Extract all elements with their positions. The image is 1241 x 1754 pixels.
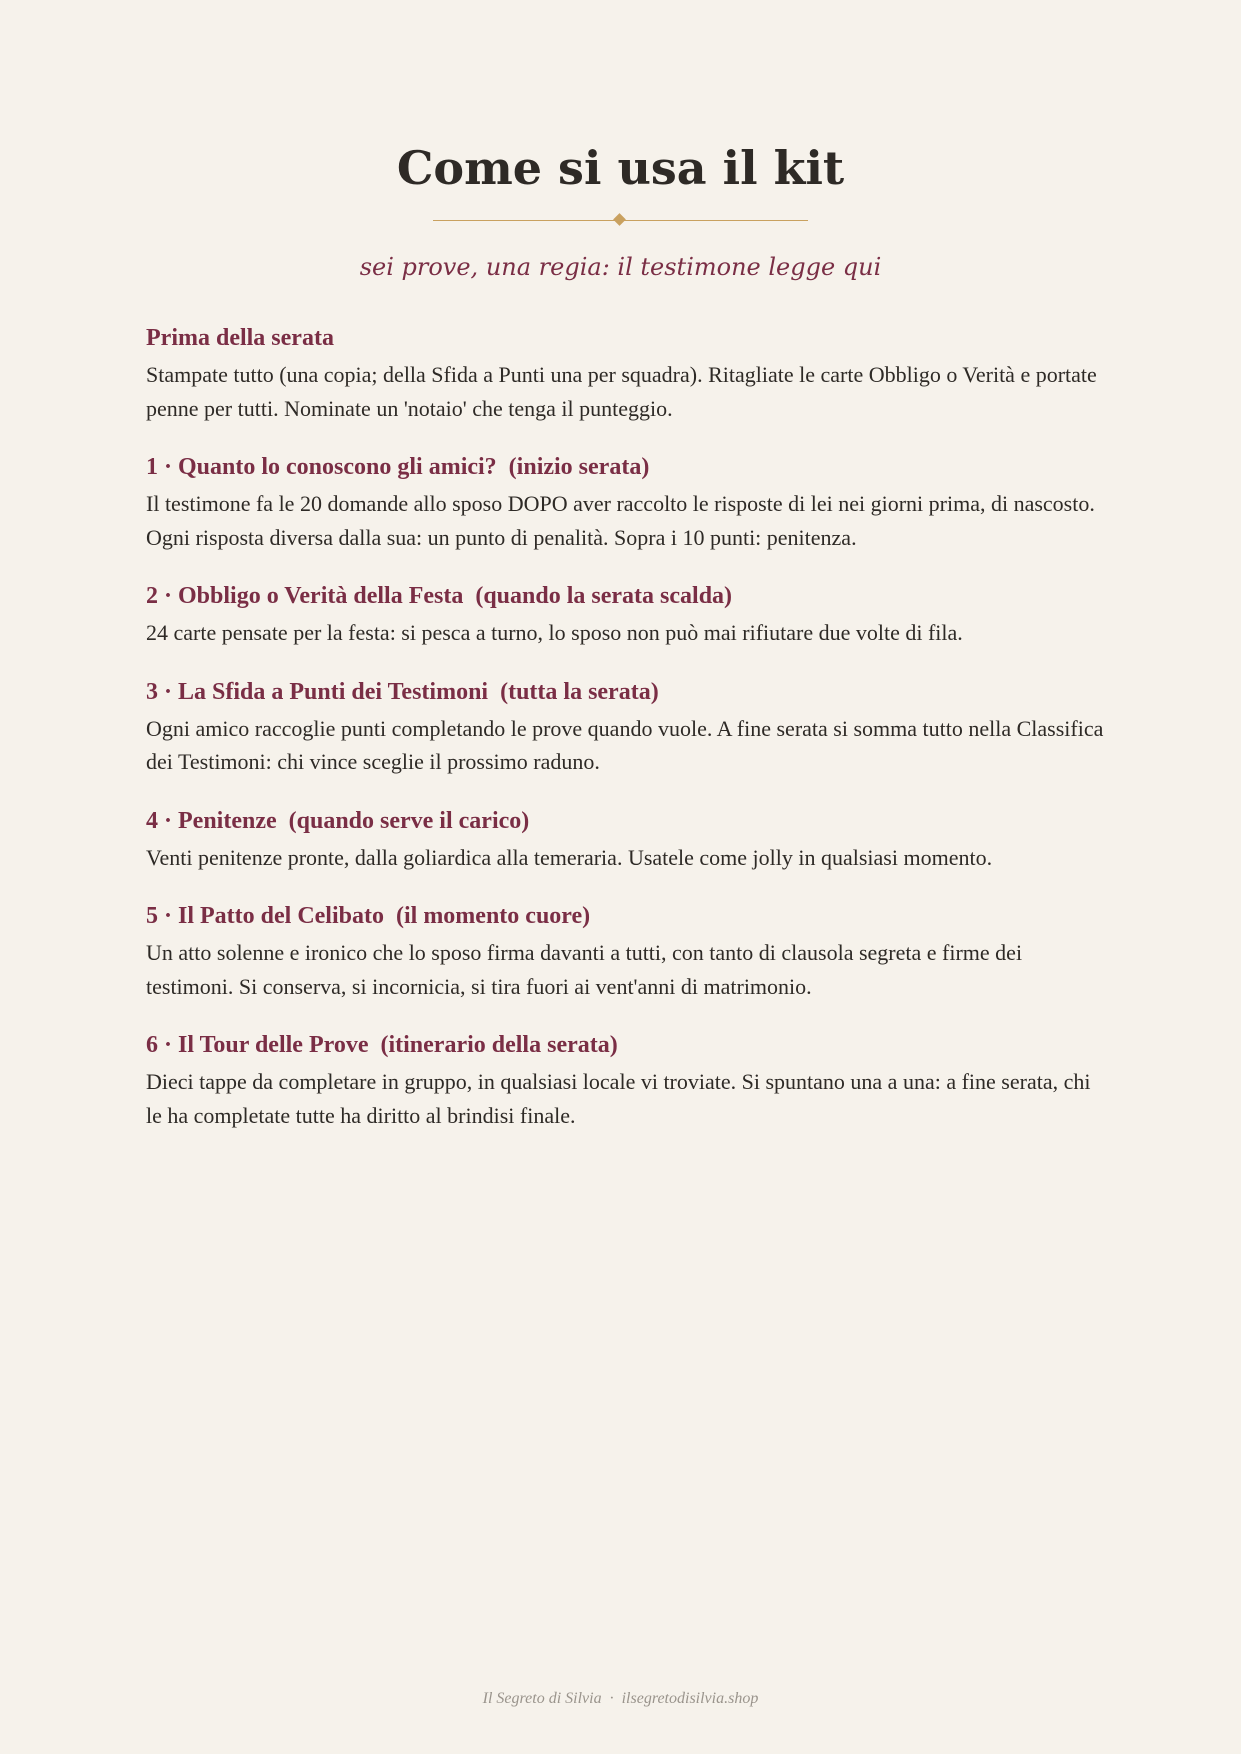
section-tour-delle-prove — [146, 1027, 1106, 1132]
section-heading: 1 · Quanto lo conoscono gli amici? (inizio serata) — [146, 454, 650, 480]
page-title: Come si usa il kit — [396, 141, 845, 195]
section-body: Dieci tappe da completare in gruppo, in qualsiasi locale vi troviate. Si spuntano una a una: a fine serata, chi le ha completate tutte ha diritto al brindisi finale. — [146, 1069, 1091, 1128]
section-heading: 2 · Obbligo o Verità della Festa (quando la serata scalda) — [146, 583, 733, 609]
section-body: Ogni amico raccoglie punti completando le prove quando vuole. A fine serata si somma tutto nella Classifica dei Testimoni: chi vince sceglie il prossimo raduno. — [146, 715, 1104, 774]
instructions-list — [146, 320, 1106, 1156]
section-penitenze — [146, 803, 1106, 875]
section-heading: Prima della serata — [146, 325, 334, 351]
title-divider — [433, 220, 808, 222]
diamond-ornament-icon — [613, 213, 626, 226]
section-body: Il testimone fa le 20 domande allo sposo DOPO aver raccolto le risposte di lei nei giorni prima, di nascosto. Ogni risposta diversa dalla sua: un punto di penalità. Sopra i 10 punti: penitenza. — [146, 491, 1095, 550]
section-body: 24 carte pensate per la festa: si pesca a turno, lo sposo non può mai rifiutare due volte di fila. — [146, 620, 963, 645]
section-body: Un atto solenne e ironico che lo sposo firma davanti a tutti, con tanto di clausola segreta e firme dei testimoni. Si conserva, si incornicia, si tira fuori ai vent'anni di matrimonio. — [146, 940, 1023, 999]
section-heading: 6 · Il Tour delle Prove (itinerario della serata) — [146, 1032, 618, 1058]
section-body: Stampate tutto (una copia; della Sfida a Punti una per squadra). Ritagliate le carte Obbligo o Verità e portate penne per tutti. Nominate un 'notaio' che tenga il punteggio. — [146, 362, 1097, 421]
section-heading: 3 · La Sfida a Punti dei Testimoni (tutta la serata) — [146, 678, 659, 705]
section-heading: 5 · Il Patto del Celibato (il momento cuore) — [146, 903, 591, 929]
page-footer: Il Segreto di Silvia · ilsegretodisilvia.shop — [482, 1690, 759, 1707]
section-heading: 4 · Penitenze (quando serve il carico) — [146, 807, 530, 834]
section-prima-della-serata — [146, 320, 1106, 425]
section-patto-del-celibato — [146, 898, 1106, 1003]
page-subtitle: sei prove, una regia: il testimone legge qui — [359, 253, 882, 281]
section-body: Venti penitenze pronte, dalla goliardica alla temeraria. Usatele come jolly in qualsiasi momento. — [146, 844, 993, 870]
section-sfida-a-punti — [146, 674, 1106, 779]
section-quanto-lo-conoscono — [146, 449, 1106, 554]
section-obbligo-o-verita — [146, 578, 1106, 650]
